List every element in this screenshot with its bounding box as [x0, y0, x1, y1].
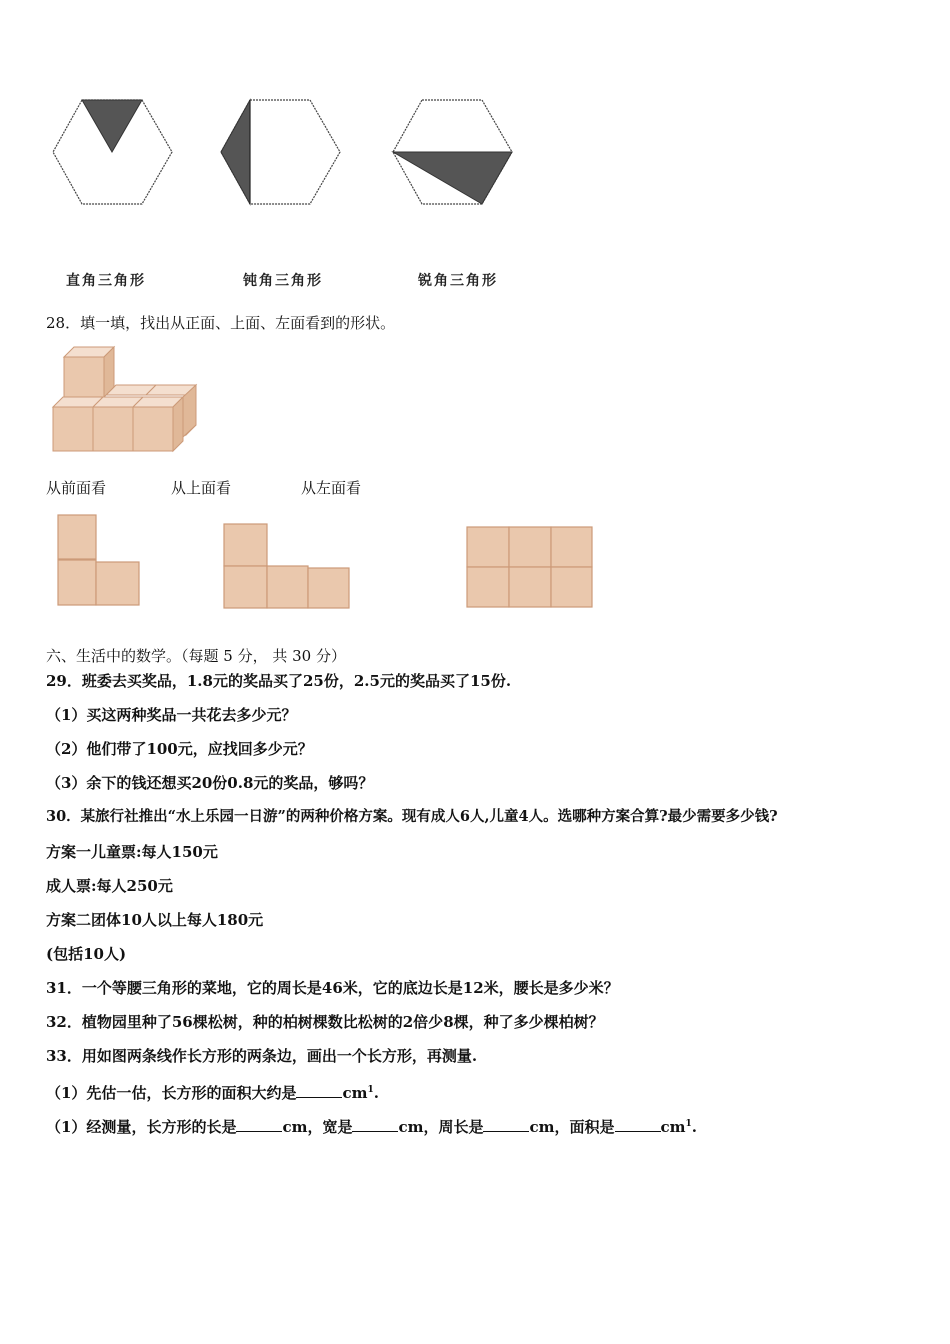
- view-label-left: 从左面看: [301, 479, 362, 497]
- q32-text: 32．植物园里种了56棵松树，种的柏树棵数比松树的2倍少8棵，种了多少棵柏树？: [46, 1013, 604, 1031]
- q29-sub1: （1）买这两种奖品一共花去多少元？: [46, 706, 297, 724]
- q33-sub2-unit3: cm，面积是: [529, 1118, 615, 1136]
- q28-title: 28．填一填，找出从正面、上面、左面看到的形状。: [46, 314, 396, 332]
- q33-sub2-unit4: cm: [660, 1118, 686, 1136]
- caption-acute-triangle: 锐角三角形: [418, 273, 498, 289]
- q33-sub1-exponent: 1: [367, 1085, 374, 1095]
- q33-sub2-exponent: 1: [685, 1119, 692, 1129]
- q31-text: 31．一个等腰三角形的菜地，它的周长是46米，它的底边长是12米，腰长是多少米？: [46, 979, 619, 997]
- answer-blank-perimeter[interactable]: [483, 1117, 529, 1132]
- front-view-shape: [56, 513, 142, 607]
- q33-sub2-end: .: [691, 1118, 698, 1136]
- q30-line2: 成人票:每人250元: [46, 877, 173, 895]
- view-label-front: 从前面看: [46, 479, 107, 497]
- answer-blank-length[interactable]: [236, 1117, 282, 1132]
- answer-blank-width[interactable]: [352, 1117, 398, 1132]
- q29-title: 29．班委去买奖品，1.8元的奖品买了25份，2.5元的奖品买了15份.: [46, 672, 512, 690]
- answer-blank-area[interactable]: [615, 1117, 661, 1132]
- top-view-shape: [222, 522, 352, 610]
- q29-sub3: （3）余下的钱还想买20份0.8元的奖品，够吗？: [46, 774, 374, 792]
- q33-sub1: [46, 1080, 379, 1103]
- view-label-top: 从上面看: [171, 479, 232, 497]
- hexagon-figure-right-triangle: [50, 97, 175, 207]
- q33-sub1-end: .: [373, 1084, 379, 1102]
- caption-obtuse-triangle: 钝角三角形: [243, 273, 323, 289]
- q33-sub1-unit: cm: [342, 1084, 368, 1102]
- caption-right-triangle: 直角三角形: [66, 273, 146, 289]
- q30-line4: (包括10人): [46, 945, 127, 963]
- q30-line1: 方案一儿童票:每人150元: [46, 843, 218, 861]
- left-view-shape: [465, 525, 595, 609]
- hexagon-figure-obtuse-triangle: [218, 97, 343, 207]
- q33-sub2-prefix: （1）经测量，长方形的长是: [46, 1118, 237, 1136]
- cube-stack-figure: [50, 345, 205, 457]
- answer-blank-area-estimate[interactable]: [296, 1083, 342, 1098]
- q33-sub2-unit2: cm，周长是: [398, 1118, 484, 1136]
- q33-sub2: [46, 1114, 697, 1137]
- section6-heading: 六、生活中的数学。（每题 5 分， 共 30 分）: [46, 647, 346, 665]
- q33-sub1-prefix: （1）先估一估，长方形的面积大约是: [46, 1084, 297, 1102]
- q33-title: 33．用如图两条线作长方形的两条边，画出一个长方形，再测量.: [46, 1047, 478, 1065]
- q33-sub2-unit1: cm，宽是: [282, 1118, 353, 1136]
- hexagon-figure-acute-triangle: [390, 97, 515, 207]
- q30-title: 30．某旅行社推出“水上乐园一日游”的两种价格方案。现有成人6人,儿童4人。选哪种方案合算?最少需要多少钱?: [46, 808, 778, 825]
- q30-line3: 方案二团体10人以上每人180元: [46, 911, 264, 929]
- q29-sub2: （2）他们带了100元，应找回多少元？: [46, 740, 313, 758]
